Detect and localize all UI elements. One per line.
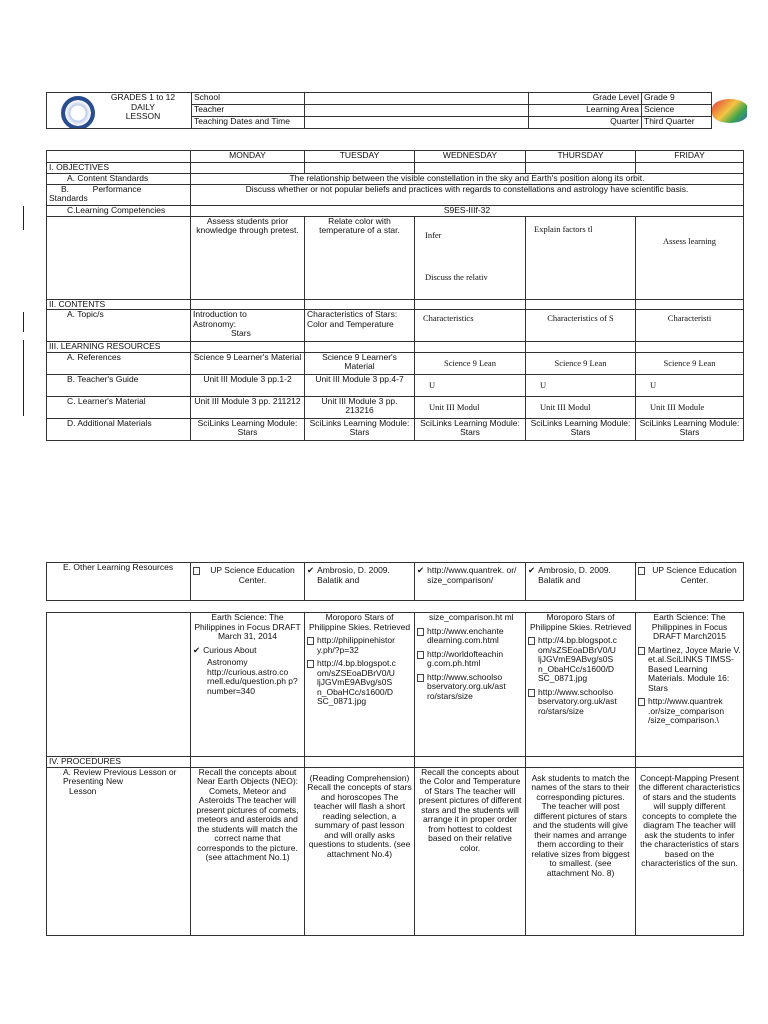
competency-tuesday: Relate color with temperature of a star. — [305, 216, 415, 299]
other-tuesday — [305, 563, 415, 601]
dates-value — [305, 117, 529, 129]
review-tuesday: (Reading Comprehension) Recall the concepts of stars and horoscopes The teacher will flash a short reading selection, a summary of past lesson and will orally asks questions to students. (see attachment No.4) — [305, 767, 415, 935]
other-tuesday-text: Ambrosio, D. 2009. Balatik and — [317, 565, 390, 585]
bullet-box-icon — [417, 651, 424, 659]
bullet-box-icon — [417, 674, 424, 682]
competency-blank — [47, 216, 191, 299]
cont-tuesday-c: http://4.bp.blogspot.c om/sZSEoaDBrV0/U ljJGVmE9ABvg/s0S n_ObaHCc/s1600/D SC_0871.jpg — [317, 658, 396, 706]
competency-wednesday-a: Infer — [425, 229, 442, 240]
references-monday: Science 9 Learner's Material — [191, 352, 305, 374]
teacher-label: Teacher — [192, 105, 305, 117]
references-thursday: Science 9 Lean — [526, 352, 636, 374]
content-standards-label: A. Content Standards — [47, 173, 191, 184]
other-wednesday-text: http://www.quantrek. or/ size_comparison/ — [427, 565, 517, 585]
competency-wednesday — [415, 216, 526, 299]
teachers-guide-tuesday: Unit III Module 3 pp.4-7 — [305, 374, 415, 396]
teachers-guide-wednesday: U — [415, 374, 526, 396]
cont-monday-a: Earth Science: The Philippines in Focus DRAFT March 31, 2014 — [194, 612, 301, 641]
learners-material-tuesday: Unit III Module 3 pp. 213216 — [305, 396, 415, 418]
day-friday: FRIDAY — [636, 151, 744, 163]
teachers-guide-monday: Unit III Module 3 pp.1-2 — [191, 374, 305, 396]
learners-material-monday: Unit III Module 3 pp. 211212 — [191, 396, 305, 418]
lesson-table — [46, 150, 744, 441]
references-friday: Science 9 Lean — [636, 352, 744, 374]
dates-label: Teaching Dates and Time — [192, 117, 305, 129]
additional-monday: SciLinks Learning Module: Stars — [191, 418, 305, 440]
cont-thursday-a: Moroporo Stars of Philippine Skies. Retrieved — [529, 612, 632, 632]
margin-mark — [23, 340, 24, 416]
additional-materials-label: D. Additional Materials — [47, 418, 191, 440]
contents-heading: II. CONTENTS — [47, 299, 191, 310]
teacher-value — [305, 105, 529, 117]
school-label: School — [192, 93, 305, 105]
check-icon: ✔ — [417, 565, 425, 575]
review-monday: Recall the concepts about Near Earth Objects (NEO): Comets, Meteor and Asteroids The teacher will present pictures of comets, meteors and asteroids and the students will match the correct name that corresponds to the picture. (see attachment No.1) — [191, 767, 305, 935]
check-icon: ✔ — [193, 644, 201, 655]
other-monday-text: UP Science Education Center. — [210, 565, 295, 585]
continuation-wednesday — [415, 613, 526, 757]
procedures-table — [46, 612, 744, 936]
header-logo-cell — [47, 93, 192, 129]
learners-material-wednesday: Unit III Modul — [415, 396, 526, 418]
objectives-heading: I. OBJECTIVES — [47, 163, 191, 174]
margin-mark — [23, 206, 24, 230]
other-friday — [636, 563, 744, 601]
bullet-box-icon — [638, 567, 645, 575]
competency-code: S9ES-IIIf-32 — [191, 205, 744, 216]
bullet-box-icon — [307, 660, 314, 668]
grade-level-label: Grade Level — [529, 93, 642, 105]
k12-logo-icon — [712, 99, 747, 123]
review-friday: Concept-Mapping Present the different characteristics of stars and the students will supply different concepts to complete the diagram The teacher will ask the students to infer the characteristics of stars based on the characteristics of the sun. — [636, 767, 744, 935]
references-wednesday: Science 9 Lean — [415, 352, 526, 374]
day-monday: MONDAY — [191, 151, 305, 163]
review-label-b: Lesson — [69, 785, 97, 796]
quarter-value: Third Quarter — [642, 117, 712, 129]
competency-thursday: Explain factors tl — [526, 216, 636, 299]
content-standards-text: The relationship between the visible constellation in the sky and Earth's position along its orbit. — [191, 173, 744, 184]
school-value — [305, 93, 529, 105]
review-thursday: Ask students to match the names of the stars to their corresponding pictures. The teacher will post different pictures of stars and the students will give their names and arrange them according to their relative sizes from biggest to smallest. (see attachment No. 8) — [526, 767, 636, 935]
other-resources-label: E. Other Learning Resources — [47, 563, 191, 601]
deped-seal-icon — [61, 96, 95, 129]
cont-wednesday-a: size_comparison.ht ml — [429, 612, 514, 622]
bullet-box-icon — [638, 698, 645, 706]
performance-standards-label — [47, 184, 191, 205]
teachers-guide-thursday: U — [526, 374, 636, 396]
cont-friday-a: Earth Science: The Philippines in Focus DRAFT March2015 — [651, 612, 728, 641]
teachers-guide-friday: U — [636, 374, 744, 396]
daily-label: DAILY — [131, 101, 155, 112]
additional-wednesday: SciLinks Learning Module: Stars — [415, 418, 526, 440]
teachers-guide-label: B. Teacher's Guide — [47, 374, 191, 396]
continuation-blank — [47, 613, 191, 757]
continuation-thursday — [526, 613, 636, 757]
topic-label: A. Topic/s — [47, 310, 191, 342]
lesson-label: LESSON — [125, 111, 161, 121]
cont-tuesday-a: Moroporo Stars of Philippine Skies. Retrieved — [308, 612, 411, 632]
competency-monday: Assess students prior knowledge through pretest. — [191, 216, 305, 299]
continuation-tuesday — [305, 613, 415, 757]
corner-cell — [47, 151, 191, 163]
review-label: A. Review Previous Lesson or Presenting New — [63, 767, 177, 786]
cont-friday-c: http://www.quantrek .or/size_comparison /size_comparison.\ — [648, 696, 725, 725]
cont-wednesday-c: http://worldofteachin g.com.ph.html — [427, 648, 504, 668]
review-wednesday: Recall the concepts about the Color and Temperature of Stars The teacher will present pictures of different stars and the students will arrange it in proper order from hottest to coldest based on their relative color. — [415, 767, 526, 935]
references-tuesday: Science 9 Learner's Material — [305, 352, 415, 374]
day-thursday: THURSDAY — [526, 151, 636, 163]
topic-tuesday: Characteristics of Stars: Color and Temperature — [305, 310, 415, 342]
cont-monday-b: Curious About — [203, 644, 257, 655]
review-label-cell — [47, 767, 191, 935]
margin-mark — [23, 312, 24, 332]
cont-thursday-c: http://www.schoolso bservatory.org.uk/ast ro/stars/size — [538, 686, 617, 716]
additional-friday: SciLinks Learning Module: Stars — [636, 418, 744, 440]
competency-friday: Assess learning — [636, 216, 744, 299]
learning-area-label: Learning Area — [529, 105, 642, 117]
topic-thursday: Characteristics of S — [526, 310, 636, 342]
cont-thursday-b: http://4.bp.blogspot.c om/sZSEoaDBrV0/U ljJGVmE9ABvg/s0S n_ObaHCc/s1600/D SC_0871.jpg — [538, 635, 617, 683]
bullet-box-icon — [638, 647, 645, 655]
bullet-box-icon — [528, 637, 535, 645]
topic-monday-a: Introduction to — [193, 309, 247, 319]
grades-label: GRADES 1 to 12 — [110, 92, 176, 102]
cont-monday-c: Astronomy http://curious.astro.co rnell.edu/question.ph p?number=340 — [207, 657, 298, 696]
cont-wednesday-b: http://www.enchante dlearning.com.html — [427, 625, 504, 645]
other-thursday-text: Ambrosio, D. 2009. Balatik and — [538, 565, 611, 585]
other-resources-table — [46, 562, 744, 601]
learners-material-friday: Unit III Module — [636, 396, 744, 418]
other-friday-text: UP Science Education Center. — [652, 565, 737, 585]
topic-monday — [191, 310, 305, 342]
other-monday — [191, 563, 305, 601]
topic-monday-c: Stars — [231, 328, 251, 338]
other-thursday — [526, 563, 636, 601]
continuation-monday — [191, 613, 305, 757]
performance-standards-text: Discuss whether or not popular beliefs and practices with regards to constellations and astrology have scientific basis. — [191, 184, 744, 205]
quarter-label: Quarter — [529, 117, 642, 129]
resources-heading: III. LEARNING RESOURCES — [47, 342, 191, 353]
cont-wednesday-d: http://www.schoolso bservatory.org.uk/ast ro/stars/size — [427, 671, 506, 701]
topic-wednesday: Characteristics — [415, 310, 526, 342]
performance-label-b: Standards — [49, 193, 88, 203]
day-tuesday: TUESDAY — [305, 151, 415, 163]
continuation-friday — [636, 613, 744, 757]
logo-cell — [712, 93, 747, 129]
performance-label-a: B. Performance — [61, 184, 142, 194]
check-icon: ✔ — [307, 565, 315, 575]
cont-tuesday-b: http://philippinehistor y.ph/?p=32 — [317, 635, 395, 655]
learning-area-value: Science — [642, 105, 712, 117]
bullet-box-icon — [417, 628, 424, 636]
procedures-heading: IV. PROCEDURES — [47, 757, 191, 768]
learners-material-label: C. Learner's Material — [47, 396, 191, 418]
header-table — [46, 92, 747, 129]
bullet-box-icon — [528, 689, 535, 697]
grade-level-value: Grade 9 — [642, 93, 712, 105]
bullet-box-icon — [193, 567, 200, 575]
additional-tuesday: SciLinks Learning Module: Stars — [305, 418, 415, 440]
bullet-box-icon — [307, 637, 314, 645]
topic-monday-b: Astronomy: — [193, 318, 236, 329]
check-icon: ✔ — [528, 565, 536, 575]
competency-wednesday-b: Discuss the relativ — [425, 272, 488, 282]
competencies-label: C.Learning Competencies — [47, 205, 191, 216]
learners-material-thursday: Unit III Modul — [526, 396, 636, 418]
cont-friday-b: Martinez, Joyce Marie V. et.al.SciLINKS TIMSS-Based Learning Materials. Module 16: Stars — [648, 644, 741, 693]
topic-friday: Characteristi — [636, 310, 744, 342]
other-wednesday — [415, 563, 526, 601]
references-label: A. References — [47, 352, 191, 374]
additional-thursday: SciLinks Learning Module: Stars — [526, 418, 636, 440]
day-wednesday: WEDNESDAY — [415, 151, 526, 163]
